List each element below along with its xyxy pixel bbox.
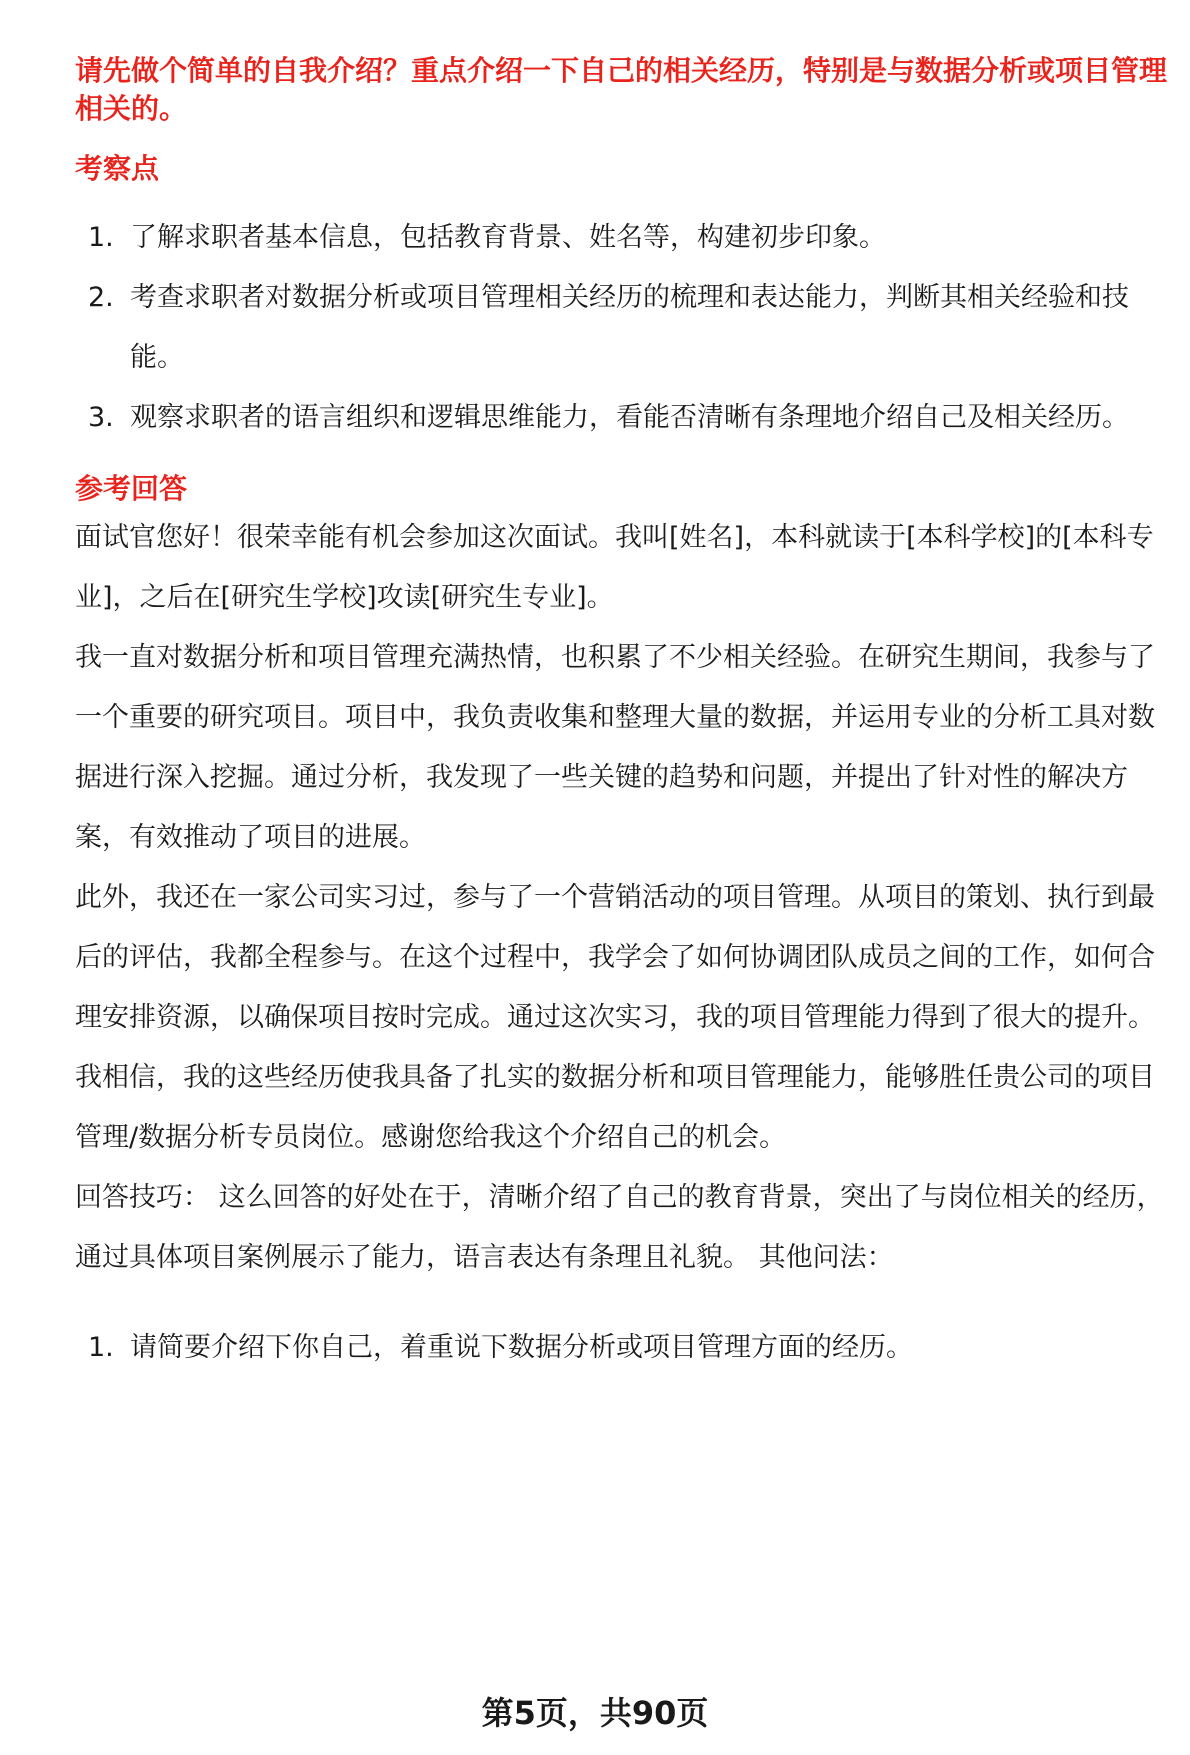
list-item: 2. 考查求职者对数据分析或项目管理相关经历的梳理和表达能力，判断其相关经验和技能。 (88, 282, 1129, 373)
page-number: 第5页，共90页 (481, 1694, 709, 1732)
tips-paragraph: 回答技巧： 这么回答的好处在于，清晰介绍了自己的教育背景，突出了与岗位相关的经历，通过具体项目案例展示了能力，语言表达有条理且礼貌。 其他问法： (75, 1182, 1164, 1273)
answer-paragraph: 我一直对数据分析和项目管理充满热情，也积累了不少相关经验。在研究生期间，我参与了一个重要的研究项目。项目中，我负责收集和整理大量的数据，并运用专业的分析工具对数据进行深入挖掘。通过分析，我发现了一些关键的趋势和问题，并提出了针对性的解决方案，有效推动了项目的进展。 (75, 642, 1155, 853)
answer-paragraph: 面试官您好！很荣幸能有机会参加这次面试。我叫[姓名]，本科就读于[本科学校]的[本科专业]，之后在[研究生学校]攻读[研究生专业]。 (75, 522, 1154, 613)
other-questions-list (75, 1318, 1170, 1378)
list-item: 1. 请简要介绍下你自己，着重说下数据分析或项目管理方面的经历。 (88, 1332, 913, 1363)
section-title-points: 考察点 (75, 152, 160, 185)
list-item: 1. 了解求职者基本信息，包括教育背景、姓名等，构建初步印象。 (88, 222, 886, 253)
answer-paragraph: 此外，我还在一家公司实习过，参与了一个营销活动的项目管理。从项目的策划、执行到最后的评估，我都全程参与。在这个过程中，我学会了如何协调团队成员之间的工作，如何合理安排资源，以确保项目按时完成。通过这次实习，我的项目管理能力得到了很大的提升。 (75, 882, 1155, 1033)
question-heading: 请先做个简单的自我介绍？重点介绍一下自己的相关经历，特别是与数据分析或项目管理相关的。 (75, 54, 1168, 125)
document-body (75, 52, 1170, 1378)
section-title-answer: 参考回答 (75, 472, 188, 505)
answer-paragraph: 我相信，我的这些经历使我具备了扎实的数据分析和项目管理能力，能够胜任贵公司的项目管理/数据分析专员岗位。感谢您给我这个介绍自己的机会。 (75, 1062, 1155, 1153)
list-item: 3. 观察求职者的语言组织和逻辑思维能力，看能否清晰有条理地介绍自己及相关经历。 (88, 402, 1129, 433)
points-list (75, 208, 1170, 448)
